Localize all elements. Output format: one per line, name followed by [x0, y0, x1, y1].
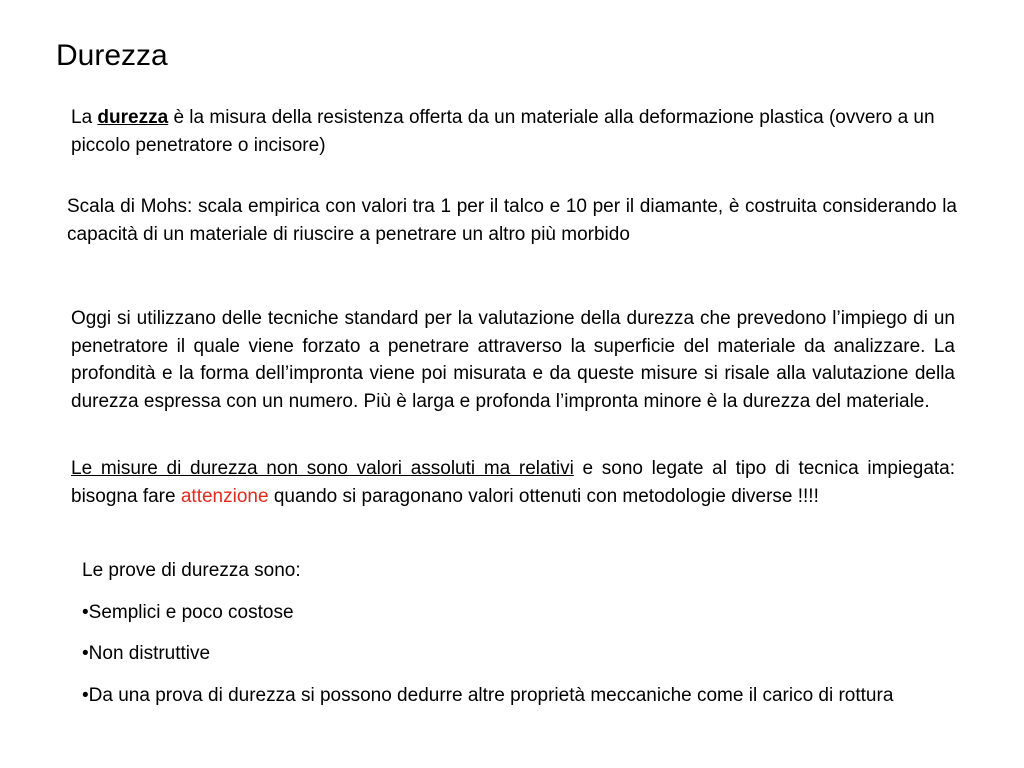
mohs-scale-paragraph: Scala di Mohs: scala empirica con valori tra 1 per il talco e 10 per il diamante, è costruita considerando la capacità di un materiale di riuscire a penetrare un altro più morbido — [67, 196, 957, 245]
hardness-tests-list — [82, 557, 992, 723]
relative-measures-paragraph — [71, 455, 955, 510]
definition-term: durezza — [97, 107, 169, 128]
relative-underlined: Le misure di durezza non sono valori assoluti ma relativi — [71, 458, 574, 479]
definition-prefix: La — [71, 107, 98, 128]
relative-end: quando si paragonano valori ottenuti con metodologie diverse !!!! — [268, 485, 819, 507]
list-item: •Non distruttive — [82, 643, 211, 664]
list-item: •Semplici e poco costose — [82, 601, 294, 623]
definition-text: è la misura della resistenza offerta da un materiale alla deformazione plastica (ovvero a un piccolo penetratore o incisore) — [71, 107, 935, 156]
relative-middle: e sono legate al tipo di tecnica impiegata: bisogna fare — [71, 458, 956, 507]
tests-intro: Le prove di durezza sono: — [82, 560, 301, 581]
slide-title: Durezza — [56, 39, 168, 72]
standard-techniques-paragraph: Oggi si utilizzano delle tecniche standard per la valutazione della durezza che prevedono l’impiego di un penetratore il quale viene forzato a penetrare attraverso la superficie del materiale da analizzare. La profondità e la forma dell’impronta viene poi misurata e da queste misure si risale alla valutazione della durezza espressa con un numero. Più è larga e profonda l’impronta minore è la durezza del materiale. — [71, 308, 955, 412]
definition-paragraph — [71, 104, 991, 159]
list-item: •Da una prova di durezza si possono dedurre altre proprietà meccaniche come il carico di rottura — [82, 684, 894, 706]
attention-highlight: attenzione — [180, 485, 269, 507]
